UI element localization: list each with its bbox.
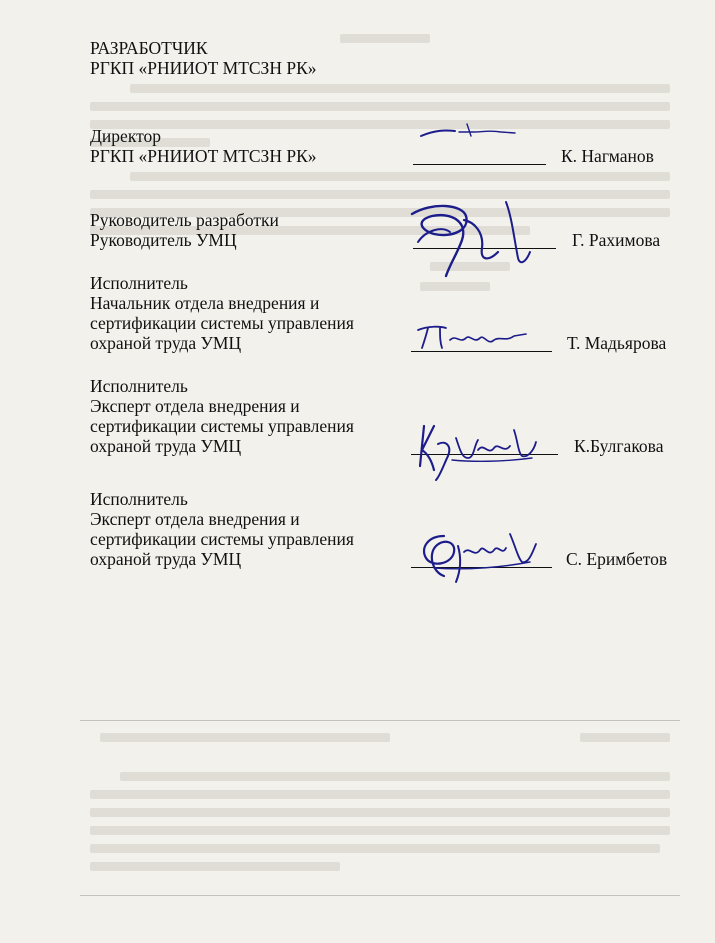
signatory-role-line: сертификации системы управления bbox=[90, 529, 354, 549]
signatory-name: К. Нагманов bbox=[561, 146, 654, 166]
signatory-role-line: охраной труда УМЦ bbox=[90, 333, 242, 353]
signatory-role-line: охраной труда УМЦ bbox=[90, 436, 242, 456]
developer-heading: РАЗРАБОТЧИК bbox=[90, 38, 208, 58]
signatory-role-line: Руководитель разработки bbox=[90, 210, 279, 230]
signature-nagmanov bbox=[415, 120, 550, 160]
signatory-role-line: Руководитель УМЦ bbox=[90, 230, 237, 250]
signatory-role-line: Исполнитель bbox=[90, 273, 188, 293]
signatory-role-line: Эксперт отдела внедрения и bbox=[90, 396, 300, 416]
signature-madyarova bbox=[410, 322, 540, 354]
developer-organization: РГКП «РНИИОТ МТСЗН РК» bbox=[90, 58, 317, 78]
signatory-role-line: сертификации системы управления bbox=[90, 416, 354, 436]
signatory-role-line: РГКП «РНИИОТ МТСЗН РК» bbox=[90, 146, 317, 166]
signatory-name: С. Еримбетов bbox=[566, 549, 668, 569]
signatory-role-line: сертификации системы управления bbox=[90, 313, 354, 333]
signatory-name: Т. Мадьярова bbox=[567, 333, 667, 353]
signature-rakhimova bbox=[402, 192, 542, 284]
signature-erimbetov bbox=[414, 524, 544, 588]
signatory-role-line: Начальник отдела внедрения и bbox=[90, 293, 320, 313]
signatory-role-line: Эксперт отдела внедрения и bbox=[90, 509, 300, 529]
signatory-role-line: Исполнитель bbox=[90, 376, 188, 396]
signatory-role-line: охраной труда УМЦ bbox=[90, 549, 242, 569]
signatory-role-line: Исполнитель bbox=[90, 489, 188, 509]
signatory-name: Г. Рахимова bbox=[572, 230, 661, 250]
signatory-role-line: Директор bbox=[90, 126, 162, 146]
signature-bulgakova bbox=[412, 416, 542, 482]
signature-line bbox=[413, 164, 546, 165]
signatory-name: К.Булгакова bbox=[574, 436, 664, 456]
